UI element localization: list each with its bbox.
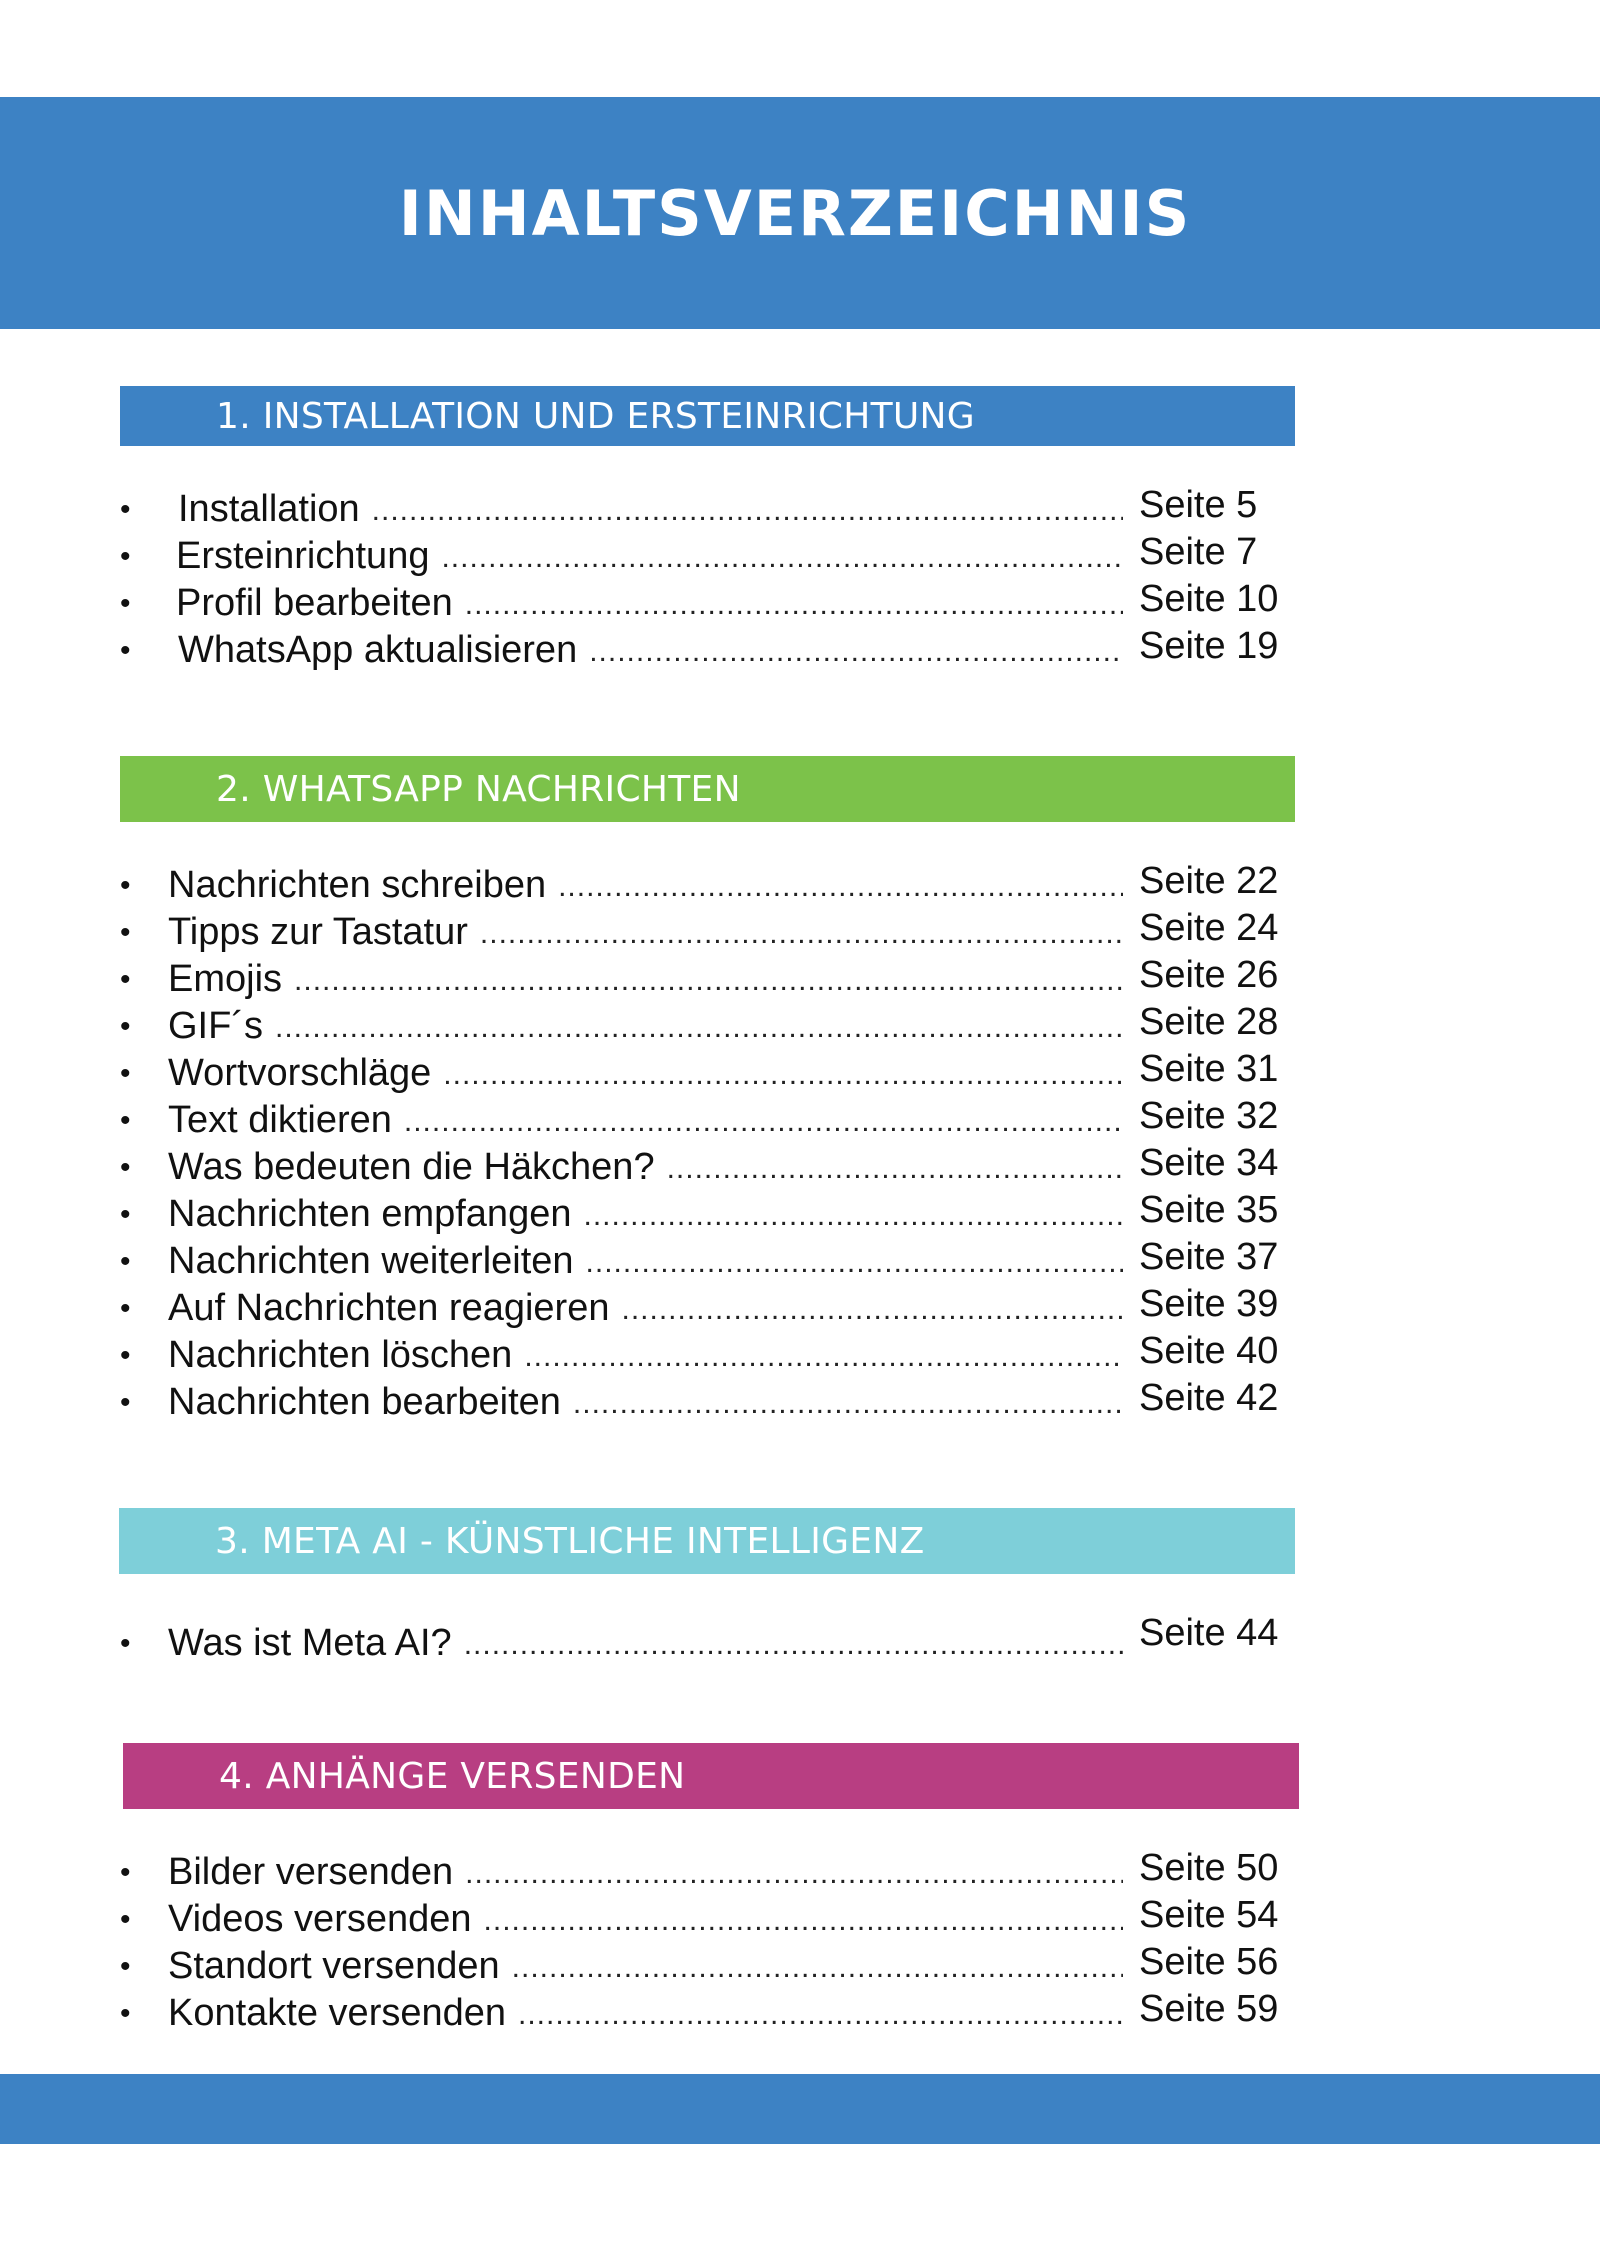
bullet-icon: •	[120, 963, 131, 996]
toc-entry-page: Seite 50	[1139, 1847, 1279, 1889]
toc-entry-title: Text diktieren	[168, 1097, 404, 1144]
bullet-icon: •	[120, 540, 131, 573]
section-heading: 2. WHATSAPP NACHRICHTEN	[216, 768, 741, 810]
toc-entry-title: Tipps zur Tastatur	[168, 909, 480, 956]
toc-list-meta-ai	[0, 1612, 1600, 1664]
toc-entry-title: Installation	[178, 486, 372, 533]
bullet-icon: •	[120, 1997, 131, 2030]
toc-entry-page: Seite 37	[1139, 1236, 1279, 1278]
dot-leader	[667, 1145, 1123, 1191]
toc-list-nachrichten	[0, 862, 1600, 1426]
toc-entry-page: Seite 44	[1139, 1612, 1279, 1654]
dot-leader	[465, 581, 1123, 627]
toc-entry-page: Seite 5	[1139, 484, 1258, 526]
toc-entry[interactable]	[0, 1144, 1600, 1191]
toc-entry-title: Nachrichten löschen	[168, 1332, 524, 1379]
toc-entry-page: Seite 31	[1139, 1048, 1279, 1090]
section-header-meta-ai	[119, 1508, 1295, 1574]
dot-leader	[621, 1286, 1123, 1332]
toc-entry-page: Seite 40	[1139, 1330, 1279, 1372]
toc-entry[interactable]	[0, 862, 1600, 909]
toc-entry-page: Seite 10	[1139, 578, 1279, 620]
title-banner	[0, 97, 1600, 329]
section-header-installation	[120, 386, 1295, 446]
toc-entry-title: Kontakte versenden	[168, 1990, 518, 2037]
toc-entry[interactable]	[0, 1285, 1600, 1332]
toc-entry[interactable]	[0, 1990, 1600, 2037]
bullet-icon: •	[120, 916, 131, 949]
toc-entry-page: Seite 7	[1139, 531, 1258, 573]
dot-leader	[465, 1850, 1123, 1896]
toc-entry-title: GIF´s	[168, 1003, 275, 1050]
toc-entry-title: Ersteinrichtung	[176, 533, 441, 580]
dot-leader	[518, 1991, 1123, 2037]
dot-leader	[443, 1051, 1123, 1097]
bullet-icon: •	[120, 1950, 131, 1983]
bullet-icon: •	[120, 1856, 131, 1889]
toc-entry-title: Was bedeuten die Häkchen?	[168, 1144, 667, 1191]
toc-entry[interactable]	[0, 1612, 1600, 1664]
toc-entry[interactable]	[0, 1849, 1600, 1896]
bullet-icon: •	[120, 1292, 131, 1325]
dot-leader	[441, 534, 1123, 580]
toc-entry-page: Seite 26	[1139, 954, 1279, 996]
toc-entry[interactable]	[0, 1003, 1600, 1050]
toc-entry-title: Nachrichten weiterleiten	[168, 1238, 586, 1285]
toc-entry-title: WhatsApp aktualisieren	[178, 627, 589, 674]
dot-leader	[586, 1239, 1123, 1285]
toc-entry[interactable]	[0, 1896, 1600, 1943]
toc-entry-page: Seite 35	[1139, 1189, 1279, 1231]
toc-entry-title: Wortvorschläge	[168, 1050, 443, 1097]
bullet-icon: •	[120, 493, 131, 526]
toc-entry-page: Seite 59	[1139, 1988, 1279, 2030]
toc-entry[interactable]	[0, 1050, 1600, 1097]
toc-entry-page: Seite 19	[1139, 625, 1279, 667]
toc-list-installation	[0, 486, 1600, 674]
toc-entry[interactable]	[0, 956, 1600, 1003]
bullet-icon: •	[120, 1386, 131, 1419]
section-heading: 4. ANHÄNGE VERSENDEN	[219, 1755, 686, 1797]
toc-entry-title: Videos versenden	[168, 1896, 484, 1943]
dot-leader	[558, 863, 1123, 909]
bullet-icon: •	[120, 1903, 131, 1936]
toc-entry[interactable]	[0, 1379, 1600, 1426]
section-header-anhaenge	[123, 1743, 1299, 1809]
bullet-icon: •	[120, 587, 131, 620]
toc-entry-title: Was ist Meta AI?	[168, 1620, 464, 1667]
toc-entry-title: Profil bearbeiten	[176, 580, 465, 627]
bullet-icon: •	[120, 1339, 131, 1372]
toc-entry-title: Nachrichten schreiben	[168, 862, 558, 909]
dot-leader	[573, 1380, 1123, 1426]
toc-entry-page: Seite 42	[1139, 1377, 1279, 1419]
toc-entry-title: Auf Nachrichten reagieren	[168, 1285, 621, 1332]
dot-leader	[524, 1333, 1123, 1379]
dot-leader	[589, 628, 1123, 674]
toc-entry[interactable]	[0, 1191, 1600, 1238]
toc-entry[interactable]	[0, 486, 1600, 533]
toc-entry[interactable]	[0, 1943, 1600, 1990]
bullet-icon: •	[120, 1627, 131, 1660]
bullet-icon: •	[120, 1010, 131, 1043]
dot-leader	[512, 1944, 1123, 1990]
toc-entry-page: Seite 22	[1139, 860, 1279, 902]
dot-leader	[480, 910, 1123, 956]
section-heading: 3. META AI - KÜNSTLICHE INTELLIGENZ	[215, 1520, 925, 1562]
bullet-icon: •	[120, 1057, 131, 1090]
bullet-icon: •	[120, 869, 131, 902]
toc-entry-page: Seite 28	[1139, 1001, 1279, 1043]
toc-entry-title: Nachrichten empfangen	[168, 1191, 583, 1238]
toc-entry[interactable]	[0, 1097, 1600, 1144]
toc-entry-page: Seite 56	[1139, 1941, 1279, 1983]
toc-entry-page: Seite 54	[1139, 1894, 1279, 1936]
dot-leader	[372, 487, 1123, 533]
bullet-icon: •	[120, 1151, 131, 1184]
bullet-icon: •	[120, 634, 131, 667]
toc-entry[interactable]	[0, 533, 1600, 580]
toc-entry-page: Seite 32	[1139, 1095, 1279, 1137]
dot-leader	[294, 957, 1123, 1003]
toc-entry-page: Seite 39	[1139, 1283, 1279, 1325]
dot-leader	[583, 1192, 1123, 1238]
section-header-nachrichten	[120, 756, 1295, 822]
dot-leader	[275, 1004, 1123, 1050]
dot-leader	[404, 1098, 1123, 1144]
section-heading: 1. INSTALLATION UND ERSTEINRICHTUNG	[216, 395, 975, 437]
toc-entry-title: Standort versenden	[168, 1943, 512, 1990]
toc-entry[interactable]	[0, 627, 1600, 674]
bullet-icon: •	[120, 1245, 131, 1278]
dot-leader	[464, 1621, 1123, 1667]
dot-leader	[484, 1897, 1123, 1943]
toc-entry[interactable]	[0, 1332, 1600, 1379]
page-title: INHALTSVERZEICHNIS	[398, 176, 1192, 250]
toc-entry-page: Seite 34	[1139, 1142, 1279, 1184]
toc-entry-page: Seite 24	[1139, 907, 1279, 949]
toc-list-anhaenge	[0, 1849, 1600, 2037]
bullet-icon: •	[120, 1104, 131, 1137]
toc-entry[interactable]	[0, 580, 1600, 627]
toc-entry[interactable]	[0, 909, 1600, 956]
footer-band	[0, 2074, 1600, 2144]
bullet-icon: •	[120, 1198, 131, 1231]
toc-entry[interactable]	[0, 1238, 1600, 1285]
toc-entry-title: Bilder versenden	[168, 1849, 465, 1896]
toc-entry-title: Nachrichten bearbeiten	[168, 1379, 573, 1426]
toc-entry-title: Emojis	[168, 956, 294, 1003]
